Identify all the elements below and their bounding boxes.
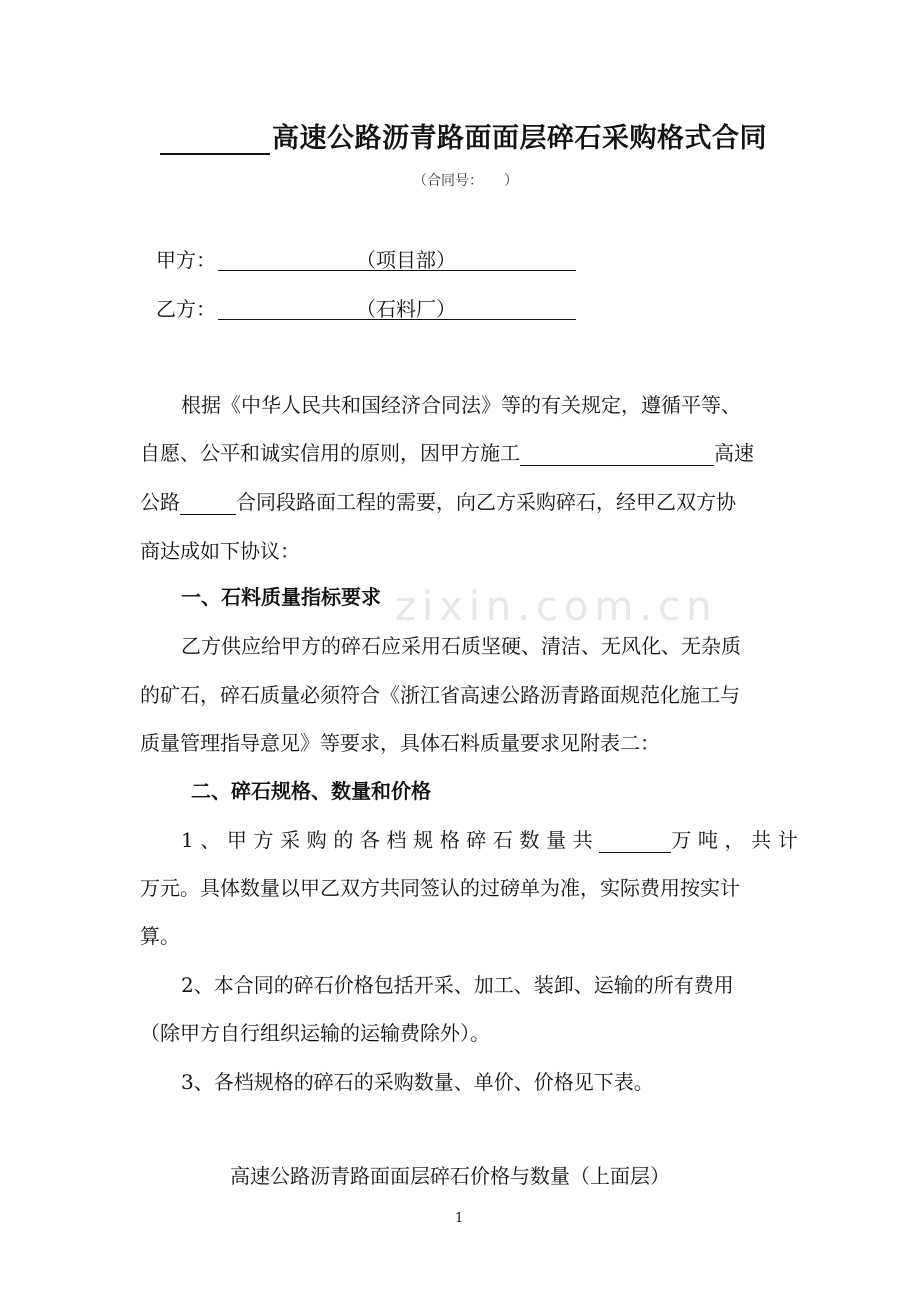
party-a-row — [156, 244, 586, 274]
section-1-heading: 一、石料质量指标要求 — [181, 585, 381, 609]
intro-line-3 — [140, 486, 736, 515]
section-2-item-3: 3、各档规格的碎石的采购数量、单价、价格见下表。 — [181, 1070, 654, 1094]
section-2-item-1 — [181, 824, 804, 853]
party-b-hint: （石料厂） — [356, 297, 456, 321]
party-a-label: 甲方： — [156, 248, 216, 272]
page-number: 1 — [455, 1211, 464, 1226]
contract-number: （合同号： ） — [413, 173, 518, 189]
party-b-label: 乙方： — [156, 297, 216, 321]
document-title-row — [160, 116, 767, 155]
intro-line-2-suffix: 高速 — [714, 441, 754, 465]
document-title: 高速公路沥青路面面层碎石采购格式合同 — [272, 123, 767, 154]
section-1-line-1: 乙方供应给甲方的碎石应采用石质坚硬、清洁、无风化、无杂质 — [181, 634, 741, 658]
party-b-row — [156, 293, 586, 323]
section-2-item-1-line-2: 万元。具体数量以甲乙双方共同签认的过磅单为准，实际费用按实计 — [140, 876, 740, 900]
section-1-line-3: 质量管理指导意见》等要求，具体石料质量要求见附表二： — [140, 731, 660, 755]
intro-line-3-suffix: 合同段路面工程的需要，向乙方采购碎石，经甲乙双方协 — [236, 490, 736, 514]
section-1-line-2: 的矿石，碎石质量必须符合《浙江省高速公路沥青路面规范化施工与 — [140, 683, 740, 707]
project-blank-line — [520, 443, 714, 466]
section-2-heading: 二、碎石规格、数量和价格 — [191, 779, 431, 803]
party-a-hint: （项目部） — [356, 248, 456, 272]
intro-line-4: 商达成如下协议： — [140, 539, 300, 563]
title-blank-line — [160, 123, 270, 155]
intro-line-3-text: 公路 — [140, 490, 180, 514]
table-caption: 高速公路沥青路面面层碎石价格与数量（上面层） — [230, 1164, 670, 1188]
section-2-item-2-line-2: （除甲方自行组织运输的运输费除外）。 — [140, 1021, 490, 1045]
intro-line-2 — [140, 437, 754, 466]
intro-line-1: 根据《中华人民共和国经济合同法》等的有关规定，遵循平等、 — [181, 393, 741, 417]
intro-line-2-text: 自愿、公平和诚实信用的原则，因甲方施工 — [140, 441, 520, 465]
section-2-item-2: 2、本合同的碎石价格包括开采、加工、装卸、运输的所有费用 — [181, 973, 734, 997]
section-2-item-1-line-3: 算。 — [140, 924, 180, 948]
item-1-suffix: 万吨，共计 — [671, 828, 805, 852]
item-1-text: 1、甲方采购的各档规格碎石数量共 — [181, 828, 600, 852]
watermark: zixin.com.cn — [395, 584, 718, 630]
section-blank-line — [180, 492, 236, 515]
quantity-blank-line — [599, 830, 671, 853]
